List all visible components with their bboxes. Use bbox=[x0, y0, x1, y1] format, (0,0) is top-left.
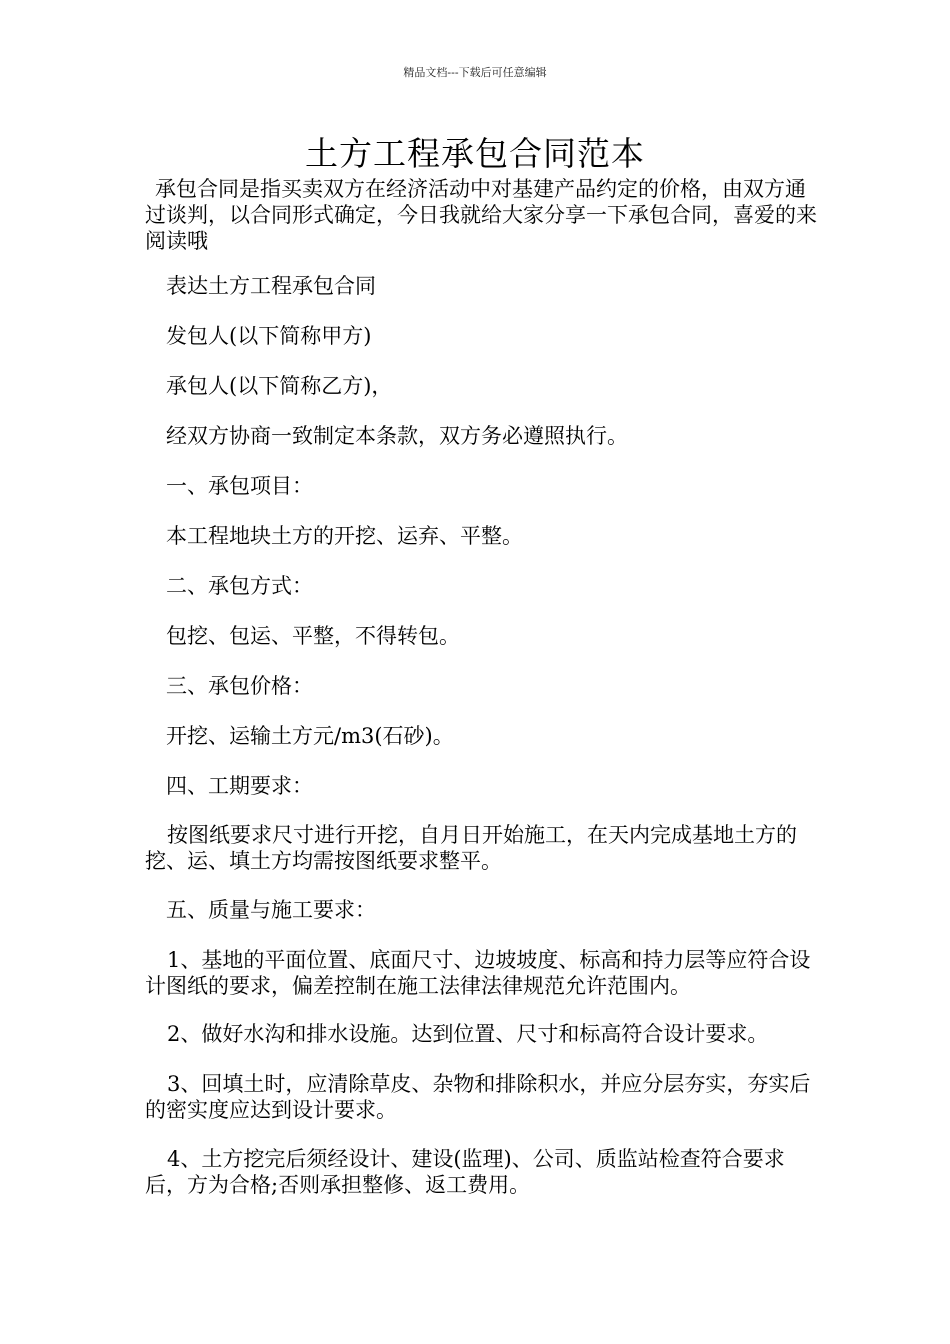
section-heading-quality: 五、质量与施工要求： bbox=[166, 898, 376, 922]
header-note: 精品文档---下载后可任意编辑 bbox=[403, 66, 547, 79]
intro-paragraph: 承包合同是指买卖双方在经济活动中对基建产品约定的价格，由双方通过谈判，以合同形式确定，今日我就给大家分享一下承包合同，喜爱的来阅读哦 bbox=[145, 177, 817, 253]
paragraph-party-b: 承包人(以下简称乙方)， bbox=[166, 374, 393, 398]
paragraph-contract-heading: 表达土方工程承包合同 bbox=[166, 274, 376, 298]
paragraph-schedule: 按图纸要求尺寸进行开挖，自月日开始施工，在天内完成基地土方的挖、运、填土方均需按图纸要求整平。 bbox=[145, 823, 797, 873]
paragraph-price: 开挖、运输土方元/m3(石砂)。 bbox=[166, 724, 454, 748]
document-title: 土方工程承包合同范本 bbox=[305, 134, 645, 173]
paragraph-quality-3: 3、回填土时，应清除草皮、杂物和排除积水，并应分层夯实，夯实后的密实度应达到设计要求。 bbox=[145, 1072, 811, 1122]
paragraph-quality-1: 1、基地的平面位置、底面尺寸、边坡坡度、标高和持力层等应符合设计图纸的要求，偏差控制在施工法律法律规范允许范围内。 bbox=[145, 948, 811, 998]
paragraph-quality-4: 4、土方挖完后须经设计、建设(监理)、公司、质监站检查符合要求后，方为合格;否则承担整修、返工费用。 bbox=[145, 1147, 785, 1197]
section-heading-method: 二、承包方式： bbox=[166, 574, 313, 598]
section-heading-price: 三、承包价格： bbox=[166, 674, 313, 698]
paragraph-quality-2: 2、做好水沟和排水设施。达到位置、尺寸和标高符合设计要求。 bbox=[167, 1022, 769, 1046]
paragraph-agreement: 经双方协商一致制定本条款，双方务必遵照执行。 bbox=[166, 424, 628, 448]
section-heading-schedule: 四、工期要求： bbox=[166, 774, 313, 798]
paragraph-party-a: 发包人(以下简称甲方) bbox=[166, 324, 372, 348]
section-heading-project: 一、承包项目： bbox=[166, 474, 313, 498]
paragraph-method: 包挖、包运、平整，不得转包。 bbox=[166, 624, 460, 648]
paragraph-project: 本工程地块土方的开挖、运弃、平整。 bbox=[166, 524, 523, 548]
